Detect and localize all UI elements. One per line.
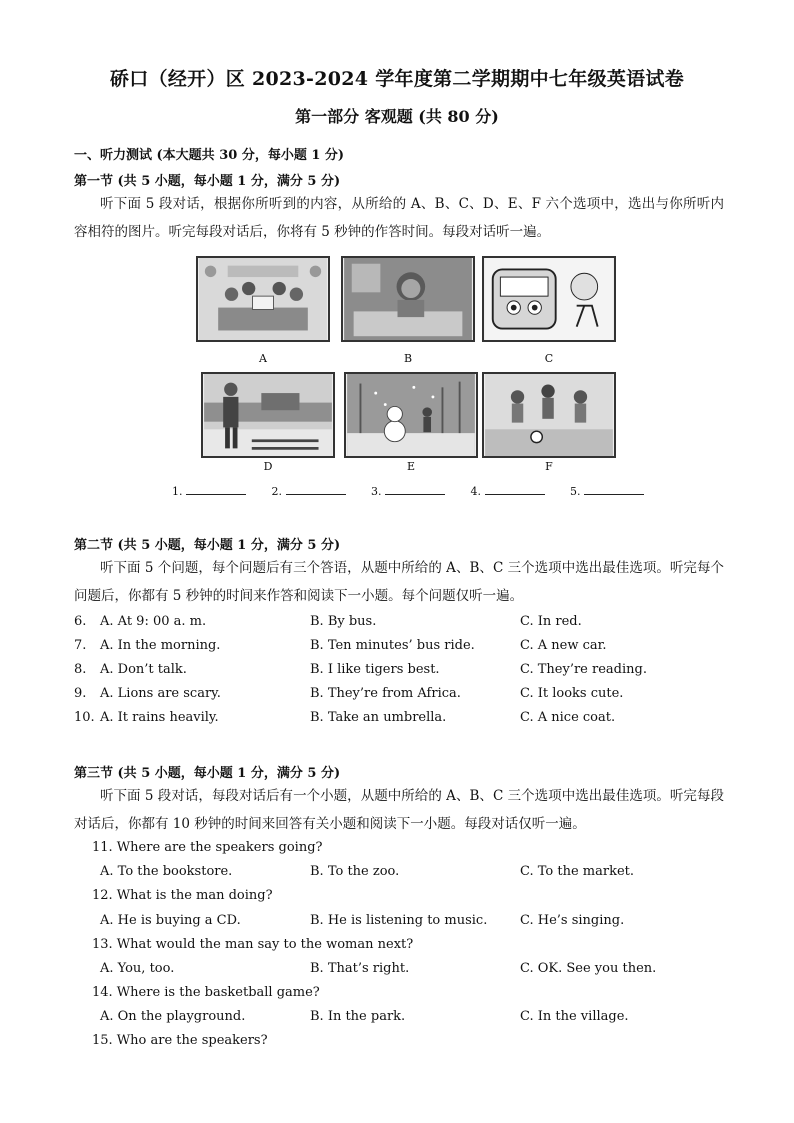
option-c[interactable]: C. In the village. xyxy=(520,1009,629,1024)
section2-instruction: 听下面 5 个问题，每个问题后有三个答语，从题中所给的 A、B、C 三个选项中选出最佳选项。听完每个问题后，你都有 5 秒钟的时间来作答和阅读下一小题。每个问题仅听一遍。 xyxy=(74,560,724,604)
section3-heading: 第三节 (共 5 小题，每小题 1 分，满分 5 分) xyxy=(74,766,341,781)
answer-blanks xyxy=(172,484,666,498)
question-options xyxy=(0,961,794,981)
picture-label: B xyxy=(403,352,413,365)
option-c[interactable]: C. A new car. xyxy=(520,638,607,653)
option-a[interactable]: A. He is buying a CD. xyxy=(100,913,241,928)
option-b[interactable]: B. They’re from Africa. xyxy=(310,686,461,701)
question-stem: 13. What would the man say to the woman next? xyxy=(92,937,414,952)
option-b[interactable]: B. I like tigers best. xyxy=(310,662,440,677)
question-stem: 11. Where are the speakers going? xyxy=(92,840,323,855)
option-b[interactable]: B. He is listening to music. xyxy=(310,913,488,928)
option-b[interactable]: B. By bus. xyxy=(310,614,377,629)
option-b[interactable]: B. Ten minutes’ bus ride. xyxy=(310,638,475,653)
option-c[interactable]: C. It looks cute. xyxy=(520,686,624,701)
answer-blank[interactable]: 2. xyxy=(272,484,346,498)
question-row: 7. A. In the morning. B. Ten minutes’ bus ride. C. A new car. xyxy=(74,638,607,653)
option-c[interactable]: C. He’s singing. xyxy=(520,913,625,928)
traffic-police-picture xyxy=(201,372,335,458)
answer-blank[interactable]: 1. xyxy=(172,484,246,498)
birthday-party-picture xyxy=(196,256,330,342)
boys-playing-soccer-picture xyxy=(482,372,616,458)
school-bus-picture xyxy=(482,256,616,342)
option-c[interactable]: C. They’re reading. xyxy=(520,662,647,677)
option-a[interactable]: A. On the playground. xyxy=(100,1009,246,1024)
question-row: 6. A. At 9: 00 a. m. B. By bus. C. In red. xyxy=(74,614,582,629)
answer-blank[interactable]: 4. xyxy=(471,484,545,498)
option-c[interactable]: C. OK. See you then. xyxy=(520,961,657,976)
snowman-picture xyxy=(344,372,478,458)
boy-in-bed-picture xyxy=(341,256,475,342)
option-b[interactable]: B. In the park. xyxy=(310,1009,406,1024)
option-a[interactable]: A. To the bookstore. xyxy=(100,864,233,879)
option-a[interactable]: A. Lions are scary. xyxy=(100,686,221,701)
question-stem: 14. Where is the basketball game? xyxy=(92,985,320,1000)
option-a[interactable]: A. You, too. xyxy=(100,961,175,976)
question-row: 8. A. Don’t talk. B. I like tigers best. C. They’re reading. xyxy=(74,662,647,677)
option-a[interactable]: A. At 9: 00 a. m. xyxy=(100,614,207,629)
option-c[interactable]: C. In red. xyxy=(520,614,582,629)
page-subtitle: 第一部分 客观题 (共 80 分) xyxy=(295,107,499,126)
option-b[interactable]: B. That’s right. xyxy=(310,961,410,976)
question-stem: 15. Who are the speakers? xyxy=(92,1033,268,1048)
question-options xyxy=(0,1009,794,1029)
question-row: 9. A. Lions are scary. B. They’re from Africa. C. It looks cute. xyxy=(74,686,624,701)
picture-label: D xyxy=(263,460,273,473)
part-heading: 一、听力测试 (本大题共 30 分，每小题 1 分) xyxy=(74,148,345,163)
answer-blank[interactable]: 5. xyxy=(570,484,644,498)
question-options xyxy=(0,864,794,884)
picture-label: C xyxy=(544,352,554,365)
section2-heading: 第二节 (共 5 小题，每小题 1 分，满分 5 分) xyxy=(74,538,341,553)
picture-label: E xyxy=(406,460,416,473)
picture-label: F xyxy=(545,460,553,473)
answer-blank[interactable]: 3. xyxy=(371,484,445,498)
question-stem: 12. What is the man doing? xyxy=(92,888,273,903)
section1-heading: 第一节 (共 5 小题，每小题 1 分，满分 5 分) xyxy=(74,174,341,189)
question-options xyxy=(0,913,794,933)
section1-instruction: 听下面 5 段对话，根据你所听到的内容，从所给的 A、B、C、D、E、F 六个选项中，选出与你所听内容相符的图片。听完每段对话后，你将有 5 秒钟的作答时间。每段对话听一遍。 xyxy=(74,196,724,240)
question-row: 10. A. It rains heavily. B. Take an umbrella. C. A nice coat. xyxy=(74,710,616,725)
option-c[interactable]: C. A nice coat. xyxy=(520,710,616,725)
option-c[interactable]: C. To the market. xyxy=(520,864,635,879)
picture-options-figure xyxy=(170,250,630,500)
option-b[interactable]: B. Take an umbrella. xyxy=(310,710,447,725)
page-title: 硚口（经开）区 2023-2024 学年度第二学期期中七年级英语试卷 xyxy=(109,68,685,90)
option-a[interactable]: A. Don’t talk. xyxy=(100,662,187,677)
option-a[interactable]: A. In the morning. xyxy=(100,638,221,653)
section3-instruction: 听下面 5 段对话，每段对话后有一个小题，从题中所给的 A、B、C 三个选项中选出最佳选项。听完每段对话后，你都有 10 秒钟的时间来回答有关小题和阅读下一小题。每段对话仅听一遍。 xyxy=(74,788,724,832)
option-a[interactable]: A. It rains heavily. xyxy=(100,710,219,725)
picture-label: A xyxy=(259,352,267,365)
option-b[interactable]: B. To the zoo. xyxy=(310,864,400,879)
